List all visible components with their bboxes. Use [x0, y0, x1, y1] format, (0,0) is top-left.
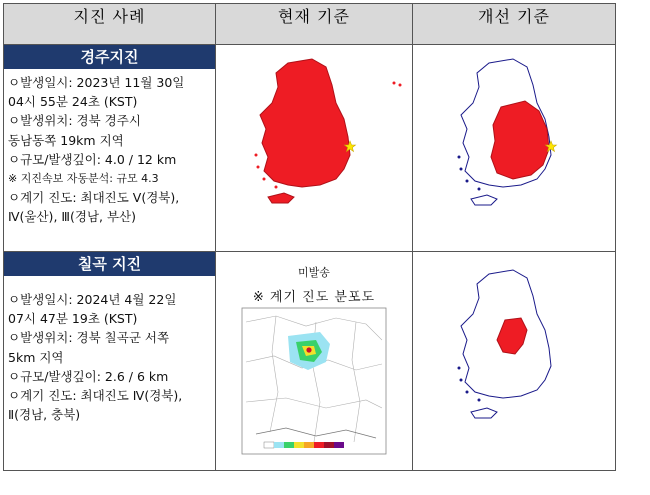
comparison-table	[3, 3, 616, 471]
case1-title: 경주지진	[4, 45, 215, 69]
island-dot	[263, 178, 266, 181]
island-dot	[393, 82, 396, 85]
case1-line: 동남동쪽 19km 지역	[8, 132, 124, 148]
korea-map-mainland	[260, 59, 350, 187]
intensity-map-title: ※ 계기 진도 분포도	[252, 290, 376, 305]
island-dot	[466, 180, 469, 183]
header-improved: 개선 기준	[413, 4, 616, 45]
case2-line: ㅇ발생위치: 경북 칠곡군 서쪽	[8, 330, 170, 346]
case2-improved-map-cell	[413, 252, 616, 471]
case1-line: ㅇ발생위치: 경북 경주시	[8, 113, 141, 129]
case1-current-map	[216, 45, 413, 252]
case1-line: ㅇ발생일시: 2023년 11월 30일	[8, 75, 185, 90]
island-dot	[460, 168, 463, 171]
jeju-island	[471, 195, 497, 205]
jeju-island	[471, 408, 497, 418]
island-dot	[255, 154, 258, 157]
case1-line: 04시 55분 24초 (KST)	[8, 94, 138, 110]
island-dot	[478, 188, 481, 191]
island-dot	[275, 186, 278, 189]
header-case: 지진 사례	[4, 4, 216, 45]
epicenter-marker	[306, 347, 311, 352]
case2-line: Ⅱ(경남, 충북)	[8, 407, 81, 423]
jeju-island	[268, 193, 294, 203]
case2-line: ㅇ발생일시: 2024년 4월 22일	[8, 292, 177, 307]
case2-cell	[4, 252, 216, 471]
case1-line: ㅇ계기 진도: 최대진도 Ⅴ(경북),	[8, 190, 180, 206]
case2-title: 칠곡 지진	[4, 252, 215, 276]
case1-note: ※ 지진속보 자동분석: 규모 4.3	[8, 172, 159, 186]
case1-line: ㅇ규모/발생깊이: 4.0 / 12 km	[8, 151, 177, 167]
island-dot	[257, 166, 260, 169]
case2-line: ㅇ계기 진도: 최대진도 Ⅳ(경북),	[8, 388, 183, 404]
island-dot	[460, 379, 463, 382]
case2-line: 5km 지역	[8, 349, 64, 365]
case1-line: Ⅳ(울산), Ⅲ(경남, 부산)	[8, 209, 137, 225]
island-dot	[458, 367, 461, 370]
intensity-distribution-map	[216, 252, 413, 471]
island-dot	[478, 399, 481, 402]
island-dot	[466, 391, 469, 394]
case2-line: 07시 47분 19초 (KST)	[8, 311, 138, 327]
island-dot	[399, 84, 402, 87]
case2-details	[4, 276, 215, 424]
case1-cell	[4, 45, 216, 252]
not-sent-label: 미발송	[298, 266, 330, 279]
case1-details	[4, 69, 215, 227]
island-dot	[458, 156, 461, 159]
header-current: 현재 기준	[216, 4, 413, 45]
case2-current-cell	[216, 252, 413, 471]
alert-region	[491, 101, 549, 179]
case1-improved-map	[413, 45, 616, 252]
case2-line: ㅇ규모/발생깊이: 2.6 / 6 km	[8, 368, 169, 384]
case1-improved-map-cell	[413, 45, 616, 252]
case1-current-map-cell	[216, 45, 413, 252]
case2-improved-map	[413, 252, 616, 471]
